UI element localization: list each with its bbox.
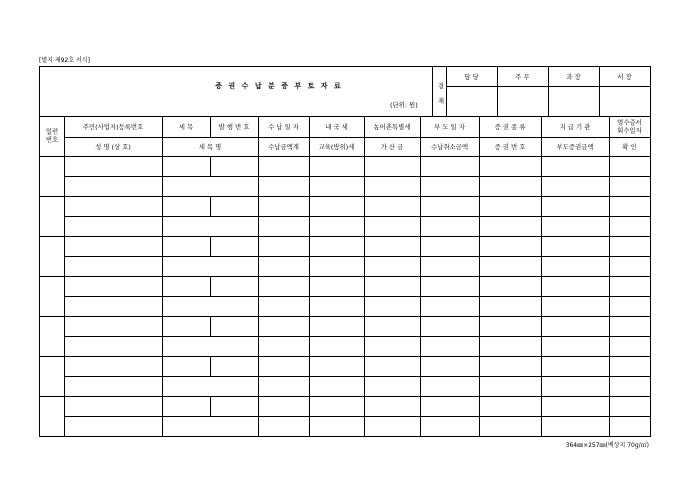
column-header-bottom: 확 인 [622,142,637,151]
approval-col-line [497,67,498,116]
column-header-top: 증 권 종 류 [494,122,526,131]
approval-role-line [446,86,650,87]
row-line [64,416,650,417]
column-header-bottom: 증 권 번 호 [494,142,526,151]
approval-role-label: 서 장 [617,72,632,81]
cell-divider-line [210,356,211,376]
approval-col-line [599,67,600,116]
approval-left-line [432,67,433,116]
cell-divider-line [210,396,211,416]
form-caption: [별지 제92호 서식] [39,57,90,64]
row-line [40,396,650,397]
column-header-bottom: 성 명 (상 호) [95,142,131,151]
column-header-top: 농어촌특별세 [373,122,411,131]
column-header-top: 세 목 [178,122,194,131]
row-line [40,356,650,357]
column-header-bottom: 수납금액계 [268,142,299,151]
column-header-top: 내 국 세 [325,122,348,131]
cell-divider-line [210,236,211,256]
header-divider-line [64,137,650,138]
row-line [64,336,650,337]
row-line [64,376,650,377]
approval-role-label: 주 무 [515,72,530,81]
row-line [40,236,650,237]
approval-label-line [446,67,447,116]
cell-divider-line [210,196,211,216]
approval-label: 결재 [437,82,445,105]
row-line [40,276,650,277]
column-header-top: 수 납 일 자 [268,122,299,131]
column-header-bottom: 수납취소금액 [430,142,469,151]
row-line [40,316,650,317]
row-line [64,296,650,297]
column-header-top: 영수증서 회수일자 [617,118,642,135]
row-line [40,196,650,197]
form-title: 증 권 수 납 분 증 부 토 자 료 [215,82,343,90]
title-block-bottom-line [40,116,650,117]
column-header-bottom: 가 산 금 [380,142,404,151]
column-header-bottom: 교육(방위)세 [318,142,355,151]
column-header-bottom: 세 목 명 [198,142,222,151]
form-sheet [39,66,651,437]
approval-role-label: 담 당 [464,72,479,81]
approval-role-label: 과 장 [566,72,581,81]
cell-divider-line [210,156,211,176]
cell-divider-line [210,316,211,336]
paper-size-note: 364㎜×257㎜(백상지 70g/㎡) [565,442,649,449]
unit-label: (단위: 원) [390,101,418,109]
column-header-top: 부 도 일 자 [434,122,465,131]
row-line [64,216,650,217]
column-header-top: 주민(사업자)등록번호 [82,122,144,131]
row-line [64,176,650,177]
approval-col-line [548,67,549,116]
column-line [210,116,211,137]
cell-divider-line [210,276,211,296]
column-header-top: 지 급 기 관 [559,122,591,131]
row-line [64,256,650,257]
column-header-bottom: 부도증권금액 [556,142,594,151]
seq-number-header: 일련 번호 [45,127,59,144]
header-bottom-line [40,156,650,157]
column-header-top: 발 행 번 호 [218,122,250,131]
